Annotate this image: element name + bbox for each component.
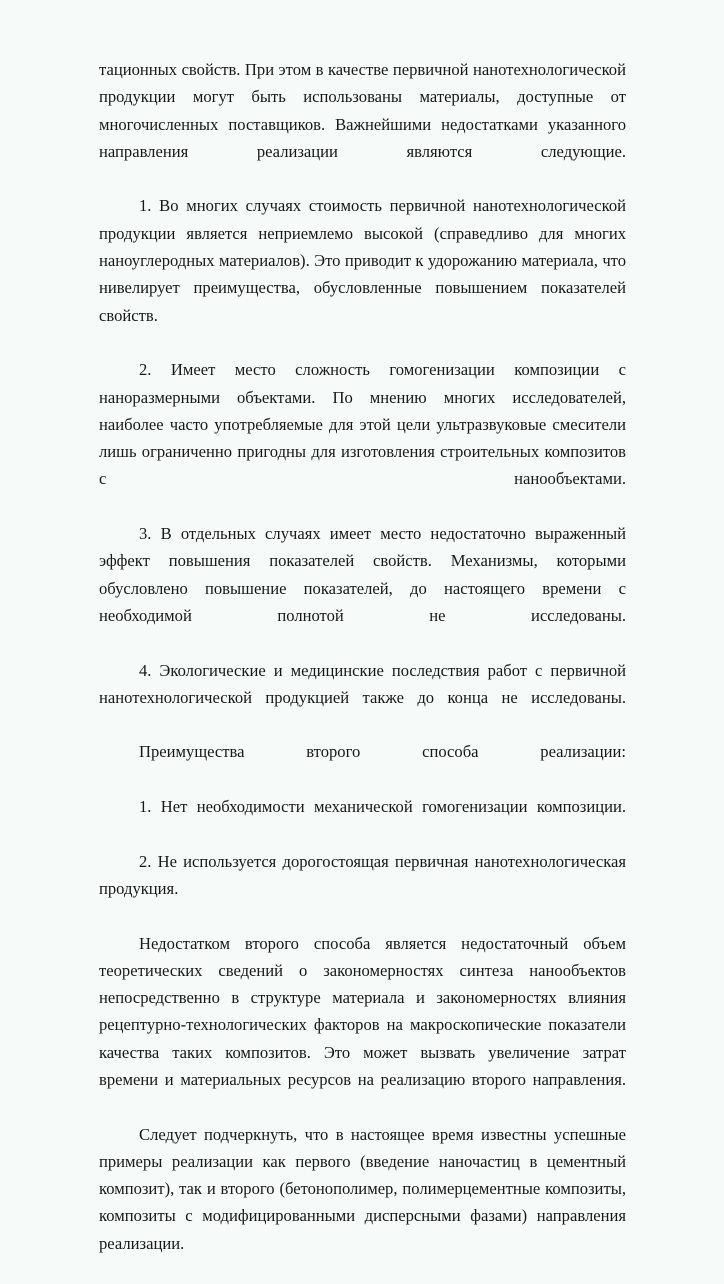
paragraph: Следует подчеркнуть, что в настоящее время известны успешные примеры реализации как первого (введение наночастиц в цементный композит), так и второго (бетонополимер, полимерцементные композиты, композиты с модифицированными дисперсными фазами) направления реализации.: [99, 1124, 626, 1253]
paragraph: тационных свойств. При этом в качестве первичной нанотехнологической продукции могут быть использованы материалы, доступные от многочисленных поставщиков. Важнейшими недостатками указанного направления реализации являются следующие.: [99, 60, 626, 161]
paragraph: 3. В отдельных случаях имеет место недостаточно выраженный эффект повышения показателей свойств. Механизмы, которыми обусловлено повышение показателей, до настоящего времени с необходимой полнотой не исследованы.: [99, 524, 626, 625]
paragraph: Недостатком второго способа является недостаточный объем теоретических сведений о закономерностях синтеза нанообъектов непосредственно в структуре материала и закономерностях влияния рецептурно-технологических факторов на макроскопические показатели качества таких композитов. Это может вызвать увеличение затрат времени и материальных ресурсов на реализацию второго направления.: [99, 933, 626, 1089]
paragraph: 2. Имеет место сложность гомогенизации композиции с наноразмерными объектами. По мнению многих исследователей, наиболее часто употребляемые для этой цели ультразвуковые смесители лишь ограниченно пригодны для изготовления строительных композитов с нанообъектами.: [99, 360, 626, 489]
paragraph: 4. Экологические и медицинские последствия работ с первичной нанотехнологической продукцией также до конца не исследованы.: [99, 660, 626, 707]
paragraph: 1. Во многих случаях стоимость первичной нанотехнологической продукции является неприемлемо высокой (справедливо для многих наноуглеродных материалов). Это приводит к удорожанию материала, что нивелирует преимущества, обусловленные повышением показателей свойств.: [99, 196, 626, 325]
paragraph: 1. Нет необходимости механической гомогенизации композиции.: [139, 797, 626, 817]
paragraph: Преимущества второго способа реализации:: [139, 742, 626, 762]
paragraph: 2. Не используется дорогостоящая первичная нанотехнологическая продукция.: [99, 851, 626, 898]
body-text-column: [99, 56, 626, 1284]
